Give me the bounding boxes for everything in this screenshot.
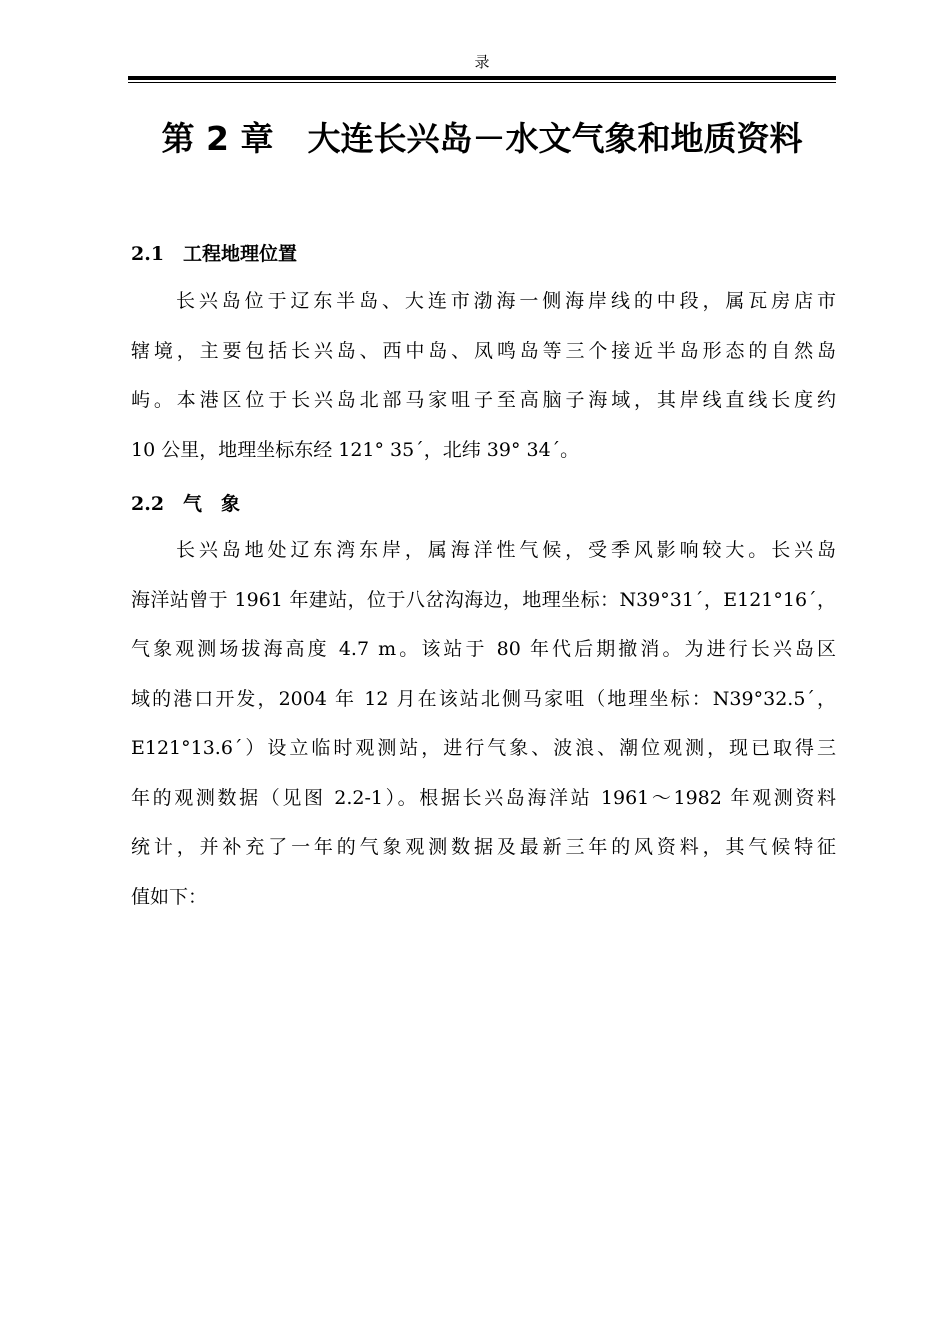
paragraph-line: 长兴岛位于辽东半岛、大连市渤海一侧海岸线的中段，属瓦房店市: [176, 290, 836, 312]
paragraph-line: 值如下：: [131, 885, 208, 908]
paragraph-line: 统计，并补充了一年的气象观测数据及最新三年的风资料，其气候特征: [131, 836, 836, 858]
section-number: 2.1: [131, 243, 165, 265]
paragraph-line: 辖境，主要包括长兴岛、西中岛、凤鸣岛等三个接近半岛形态的自然岛: [131, 339, 836, 362]
paragraph-line: E121°13.6´）设立临时观测站，进行气象、波浪、潮位观测，现已取得三: [131, 737, 836, 759]
paragraph-line: 屿。本港区位于长兴岛北部马家咀子至高脑子海域，其岸线直线长度约: [131, 389, 836, 411]
running-header: 录: [474, 53, 490, 71]
paragraph-line: 年的观测数据（见图 2.2-1）。根据长兴岛海洋站 1961～1982 年观测资料: [131, 786, 836, 809]
section-heading-2-2: [131, 490, 240, 518]
section-heading-2-1: [131, 240, 297, 268]
section-number: 2.2: [131, 493, 165, 515]
chapter-number: 第 2 章: [161, 119, 274, 158]
paragraph-location: [131, 277, 836, 475]
header-rule-thin: [128, 82, 836, 83]
header-rule-thick: [128, 76, 836, 80]
section-title: 气 象: [183, 493, 241, 515]
section-title: 工程地理位置: [183, 243, 298, 265]
paragraph-line: 长兴岛地处辽东湾东岸，属海洋性气候，受季风影响较大。长兴岛: [176, 539, 836, 561]
chapter-title: [128, 114, 836, 164]
chapter-title-text: 大连长兴岛－水文气象和地质资料: [307, 119, 803, 158]
paragraph-line: 气象观测场拔海高度 4.7 m。该站于 80 年代后期撤消。为进行长兴岛区: [131, 638, 836, 660]
paragraph-line: 10 公里，地理坐标东经 121° 35´，北纬 39° 34´。: [131, 438, 580, 461]
paragraph-meteorology: [131, 526, 836, 922]
header-rule: [128, 76, 836, 83]
paragraph-line: 海洋站曾于 1961 年建站，位于八岔沟海边，地理坐标：N39°31´，E121°16´，: [131, 588, 836, 611]
paragraph-line: 域的港口开发，2004 年 12 月在该站北侧马家咀（地理坐标：N39°32.5´，: [131, 687, 836, 710]
